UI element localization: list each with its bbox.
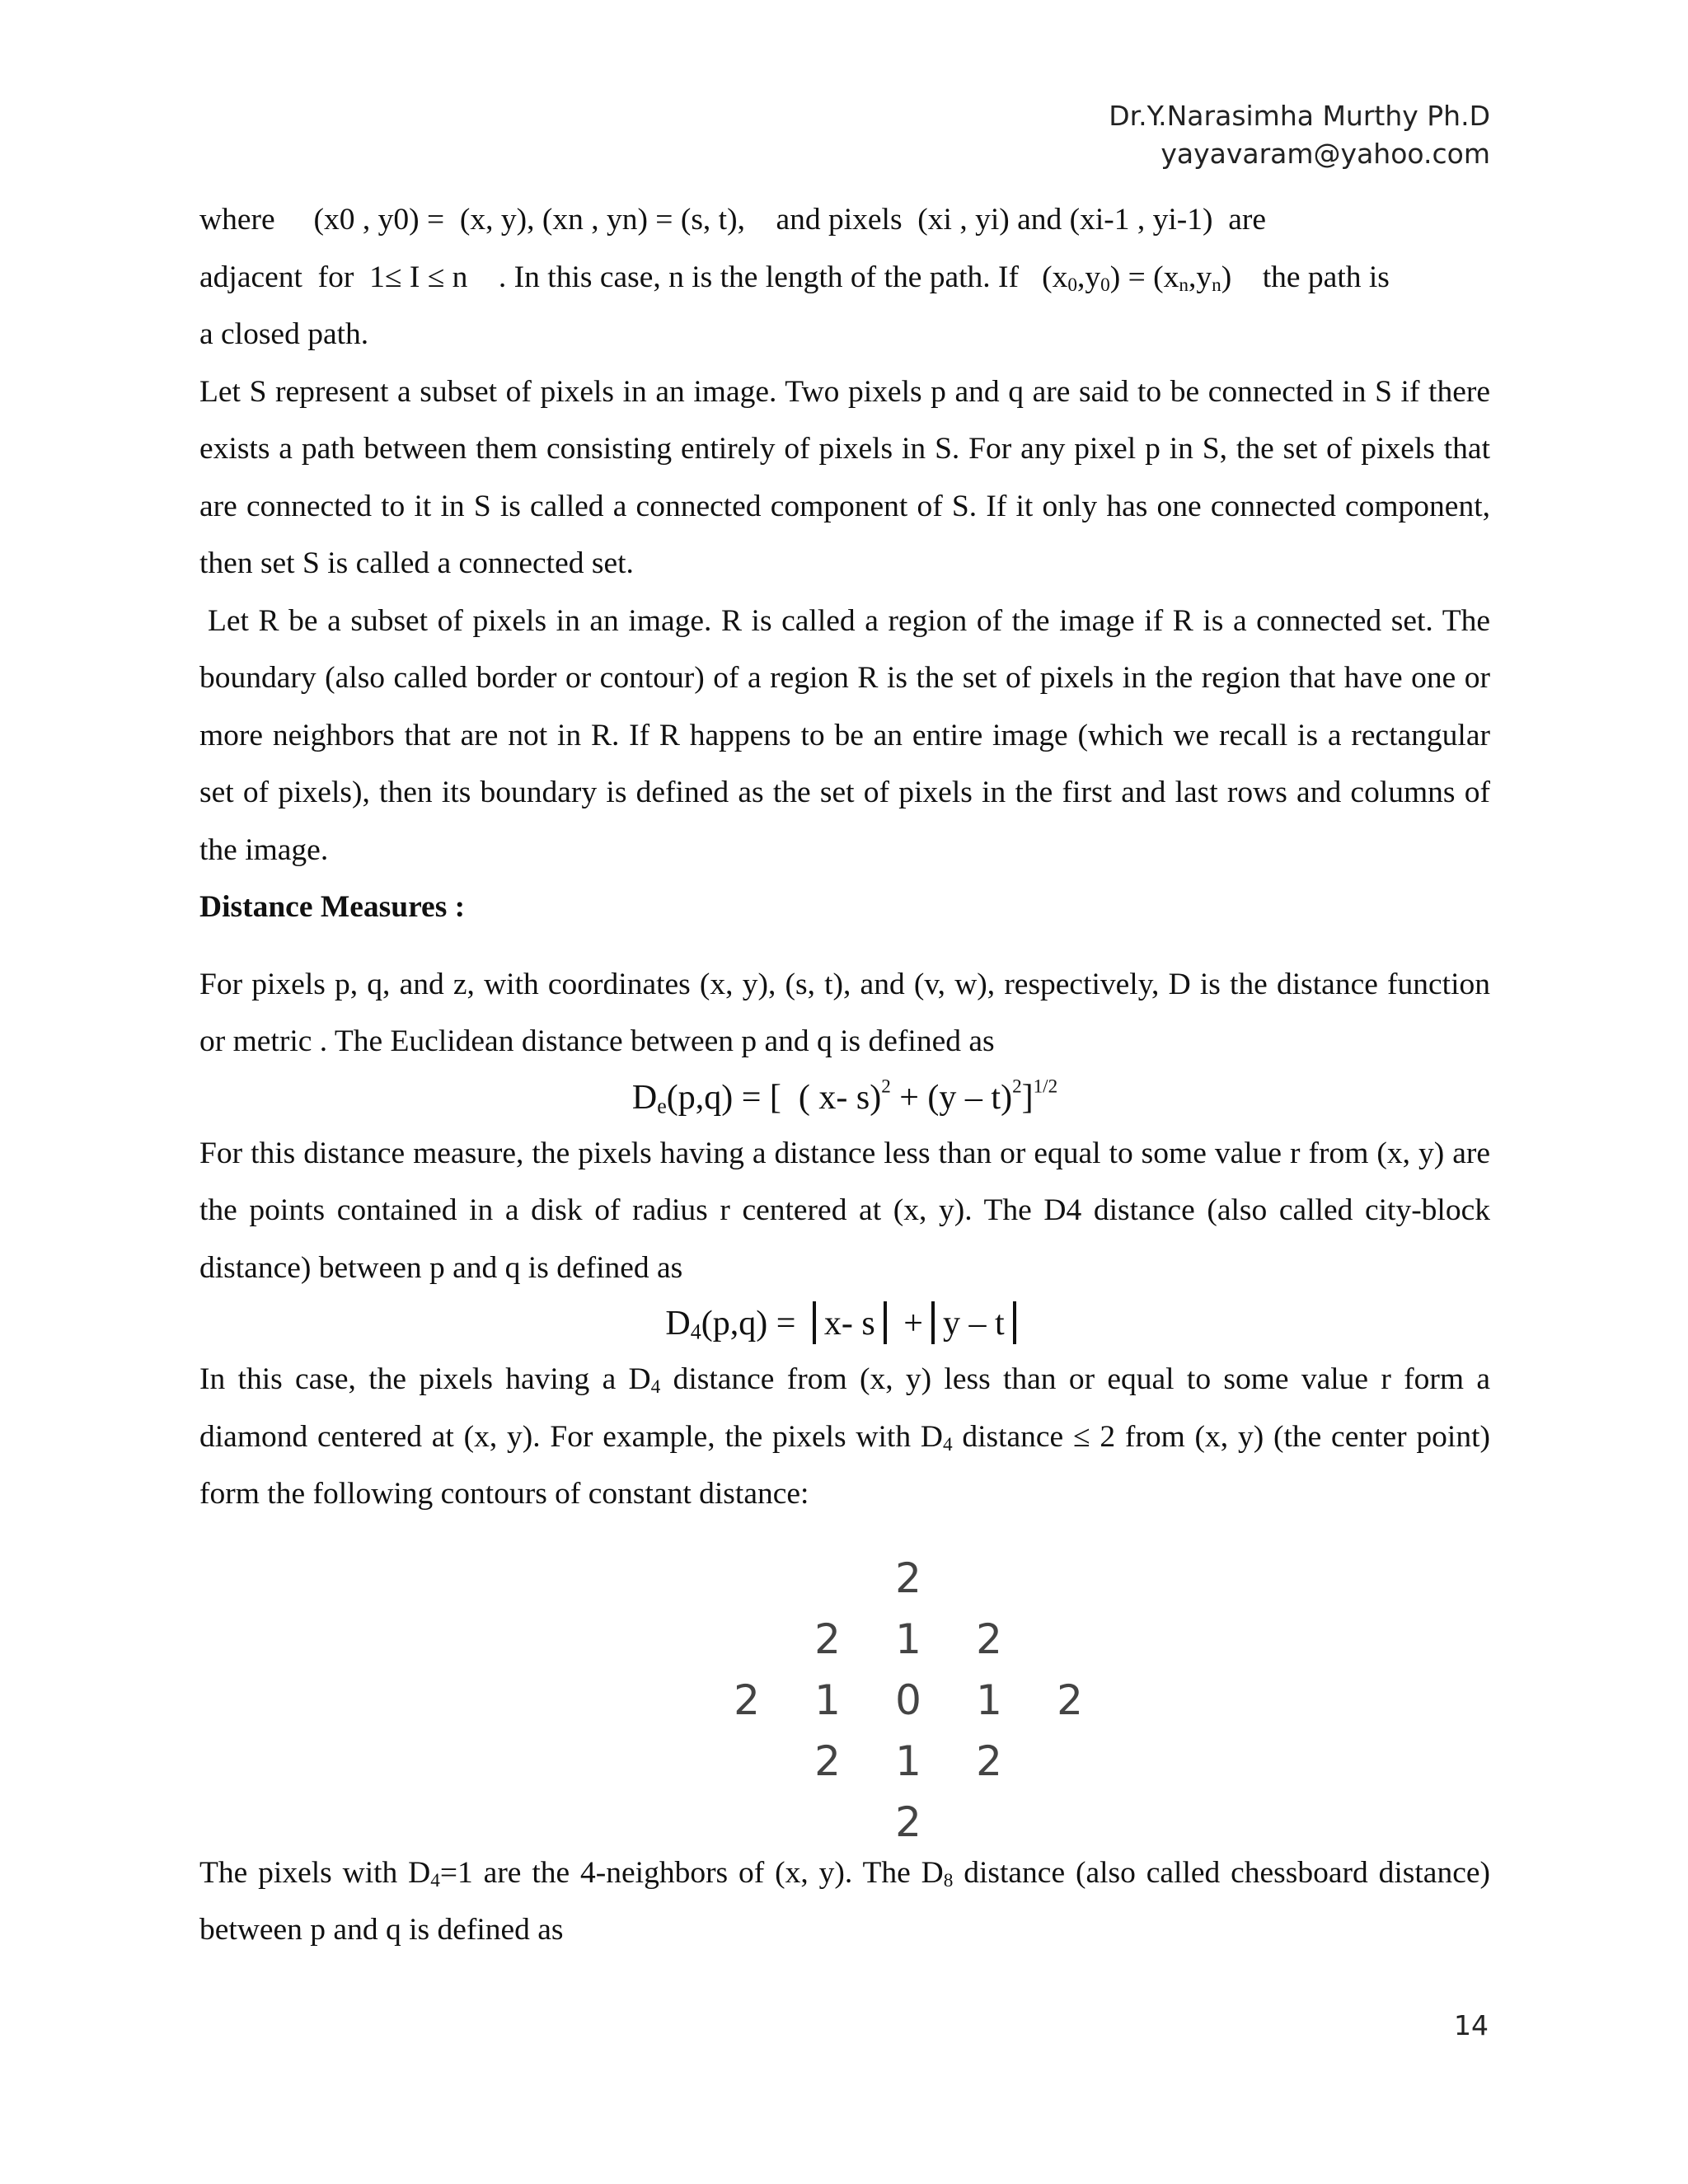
diamond-cell: 1 — [895, 1736, 921, 1785]
eq-operator: + — [903, 1305, 923, 1343]
euclidean-distance-equation — [199, 1071, 1490, 1125]
author-name: Dr.Y.Narasimha Murthy Ph.D — [1109, 100, 1490, 132]
diamond-cell: 2 — [976, 1615, 1002, 1663]
text-fragment: ,y — [1189, 260, 1212, 294]
euclidean-explanation-paragraph: For this distance measure, the pixels having a distance less than or equal to some value r from (x, y) are the points contained in a disk of radius r centered at (x, y). The D4 distance (also called city-block distance) between p and q is defined as — [199, 1136, 1490, 1285]
diamond-cell — [1029, 1792, 1110, 1853]
abs-bar — [931, 1301, 935, 1344]
diamond-cell — [706, 1609, 787, 1670]
eq-subscript: e — [657, 1094, 667, 1118]
page-number: 14 — [1454, 2009, 1489, 2041]
eq-term: y – t — [942, 1305, 1005, 1343]
subscript: 8 — [943, 1869, 954, 1891]
diamond-cell — [706, 1548, 787, 1609]
diamond-cell — [787, 1792, 868, 1853]
region-paragraph: Let R be a subset of pixels in an image. R is called a region of the image if R is a connected set. The boundary (also called border or contour) of a region R is the set of pixels in the region that have one or more neighbors that are not in R. If R happens to be an entire image (which we recall is a rectangular set of pixels), then its boundary is defined as the set of pixels in the first and last rows and columns of the image. — [199, 603, 1490, 867]
body-text — [199, 191, 1490, 1959]
diamond-cell — [1029, 1548, 1110, 1609]
text-fragment: The pixels with D — [199, 1855, 431, 1890]
eq-text: + (y – t) — [890, 1078, 1013, 1117]
eq-text: ] — [1021, 1078, 1034, 1117]
subscript: n — [1179, 274, 1189, 296]
text-fragment: adjacent for 1≤ I ≤ n . In this case, n is the length of the path. If (x — [199, 260, 1068, 294]
diamond-cell: 1 — [814, 1675, 841, 1724]
text-fragment: distance from (x, y) less than or equal to some value r form a diamond centered at (x, y). For example, the pixels with D — [199, 1362, 1490, 1454]
subscript: n — [1212, 274, 1221, 296]
text-fragment: distance (also called chessboard distance) between p and q is defined as — [199, 1855, 1490, 1947]
abs-bar — [884, 1301, 887, 1344]
diamond-cell: 2 — [814, 1615, 841, 1663]
abs-bar — [1013, 1301, 1016, 1344]
text-fragment: In this case, the pixels having a D — [199, 1362, 651, 1396]
d4-diamond-figure — [706, 1548, 1118, 1844]
diamond-grid — [706, 1548, 1118, 1853]
diamond-cell — [1029, 1609, 1110, 1670]
diamond-cell: 2 — [1057, 1675, 1083, 1724]
subscript: 4 — [650, 1376, 661, 1399]
diamond-cell — [787, 1548, 868, 1609]
eq-text: (p,q) = [ ( x- s) — [666, 1078, 882, 1117]
page-header — [1109, 97, 1490, 173]
diamond-cell: 2 — [734, 1675, 760, 1724]
diamond-cell — [1029, 1731, 1110, 1792]
d4-distance-equation — [199, 1296, 1490, 1351]
subscript: 4 — [942, 1433, 953, 1455]
text-fragment: ,y — [1077, 260, 1101, 294]
path-definition-line-3: a closed path. — [199, 317, 369, 351]
eq-symbol: D — [665, 1305, 691, 1343]
diamond-cell: 1 — [895, 1615, 921, 1663]
diamond-cell — [706, 1792, 787, 1853]
diamond-cell: 2 — [895, 1797, 921, 1846]
diamond-cell — [706, 1731, 787, 1792]
text-fragment: =1 are the 4-neighbors of (x, y). The D — [439, 1855, 944, 1890]
diamond-cell: 2 — [895, 1554, 921, 1602]
d8-intro-paragraph — [199, 1844, 1490, 1959]
diamond-cell: 0 — [895, 1675, 921, 1724]
author-email: yayavaram@yahoo.com — [1160, 138, 1490, 170]
eq-subscript: 4 — [690, 1319, 701, 1344]
diamond-cell — [949, 1792, 1029, 1853]
d4-explanation-paragraph — [199, 1351, 1490, 1523]
eq-superscript: 1/2 — [1033, 1074, 1058, 1096]
subscript: 0 — [1067, 274, 1077, 296]
diamond-cell: 2 — [976, 1736, 1002, 1785]
eq-term: x- s — [823, 1305, 875, 1343]
path-definition-line-1: where (x0 , y0) = (x, y), (xn , yn) = (s, t), and pixels (xi , yi) and (xi-1 , yi-1) are — [199, 203, 1267, 237]
eq-symbol: D — [631, 1078, 658, 1117]
subscript: 4 — [430, 1869, 440, 1891]
section-heading: Distance Measures : — [199, 890, 466, 924]
text-fragment: ) = (x — [1109, 260, 1179, 294]
eq-text: (p,q) = — [701, 1305, 804, 1343]
text-fragment: distance ≤ 2 from (x, y) (the center point) form the following contours of constant distance: — [199, 1419, 1490, 1511]
diamond-cell — [949, 1548, 1029, 1609]
text-fragment: ) the path is — [1221, 260, 1390, 294]
metric-intro-paragraph: For pixels p, q, and z, with coordinates (x, y), (s, t), and (v, w), respectively, D is the distance function or metric . The Euclidean distance between p and q is defined as — [199, 967, 1490, 1058]
path-definition-line-2 — [199, 249, 1490, 307]
diamond-cell: 2 — [814, 1736, 841, 1785]
eq-superscript: 2 — [1012, 1074, 1022, 1096]
connected-set-paragraph: Let S represent a subset of pixels in an image. Two pixels p and q are said to be connected in S if there exists a path between them consisting entirely of pixels in S. For any pixel p in S, the set of pixels that are connected to it in S is called a connected component of S. If it only has one connected component, then set S is called a connected set. — [199, 374, 1490, 580]
subscript: 0 — [1100, 274, 1110, 296]
eq-superscript: 2 — [881, 1074, 891, 1096]
diamond-cell: 1 — [976, 1675, 1002, 1724]
abs-bar — [813, 1301, 816, 1344]
